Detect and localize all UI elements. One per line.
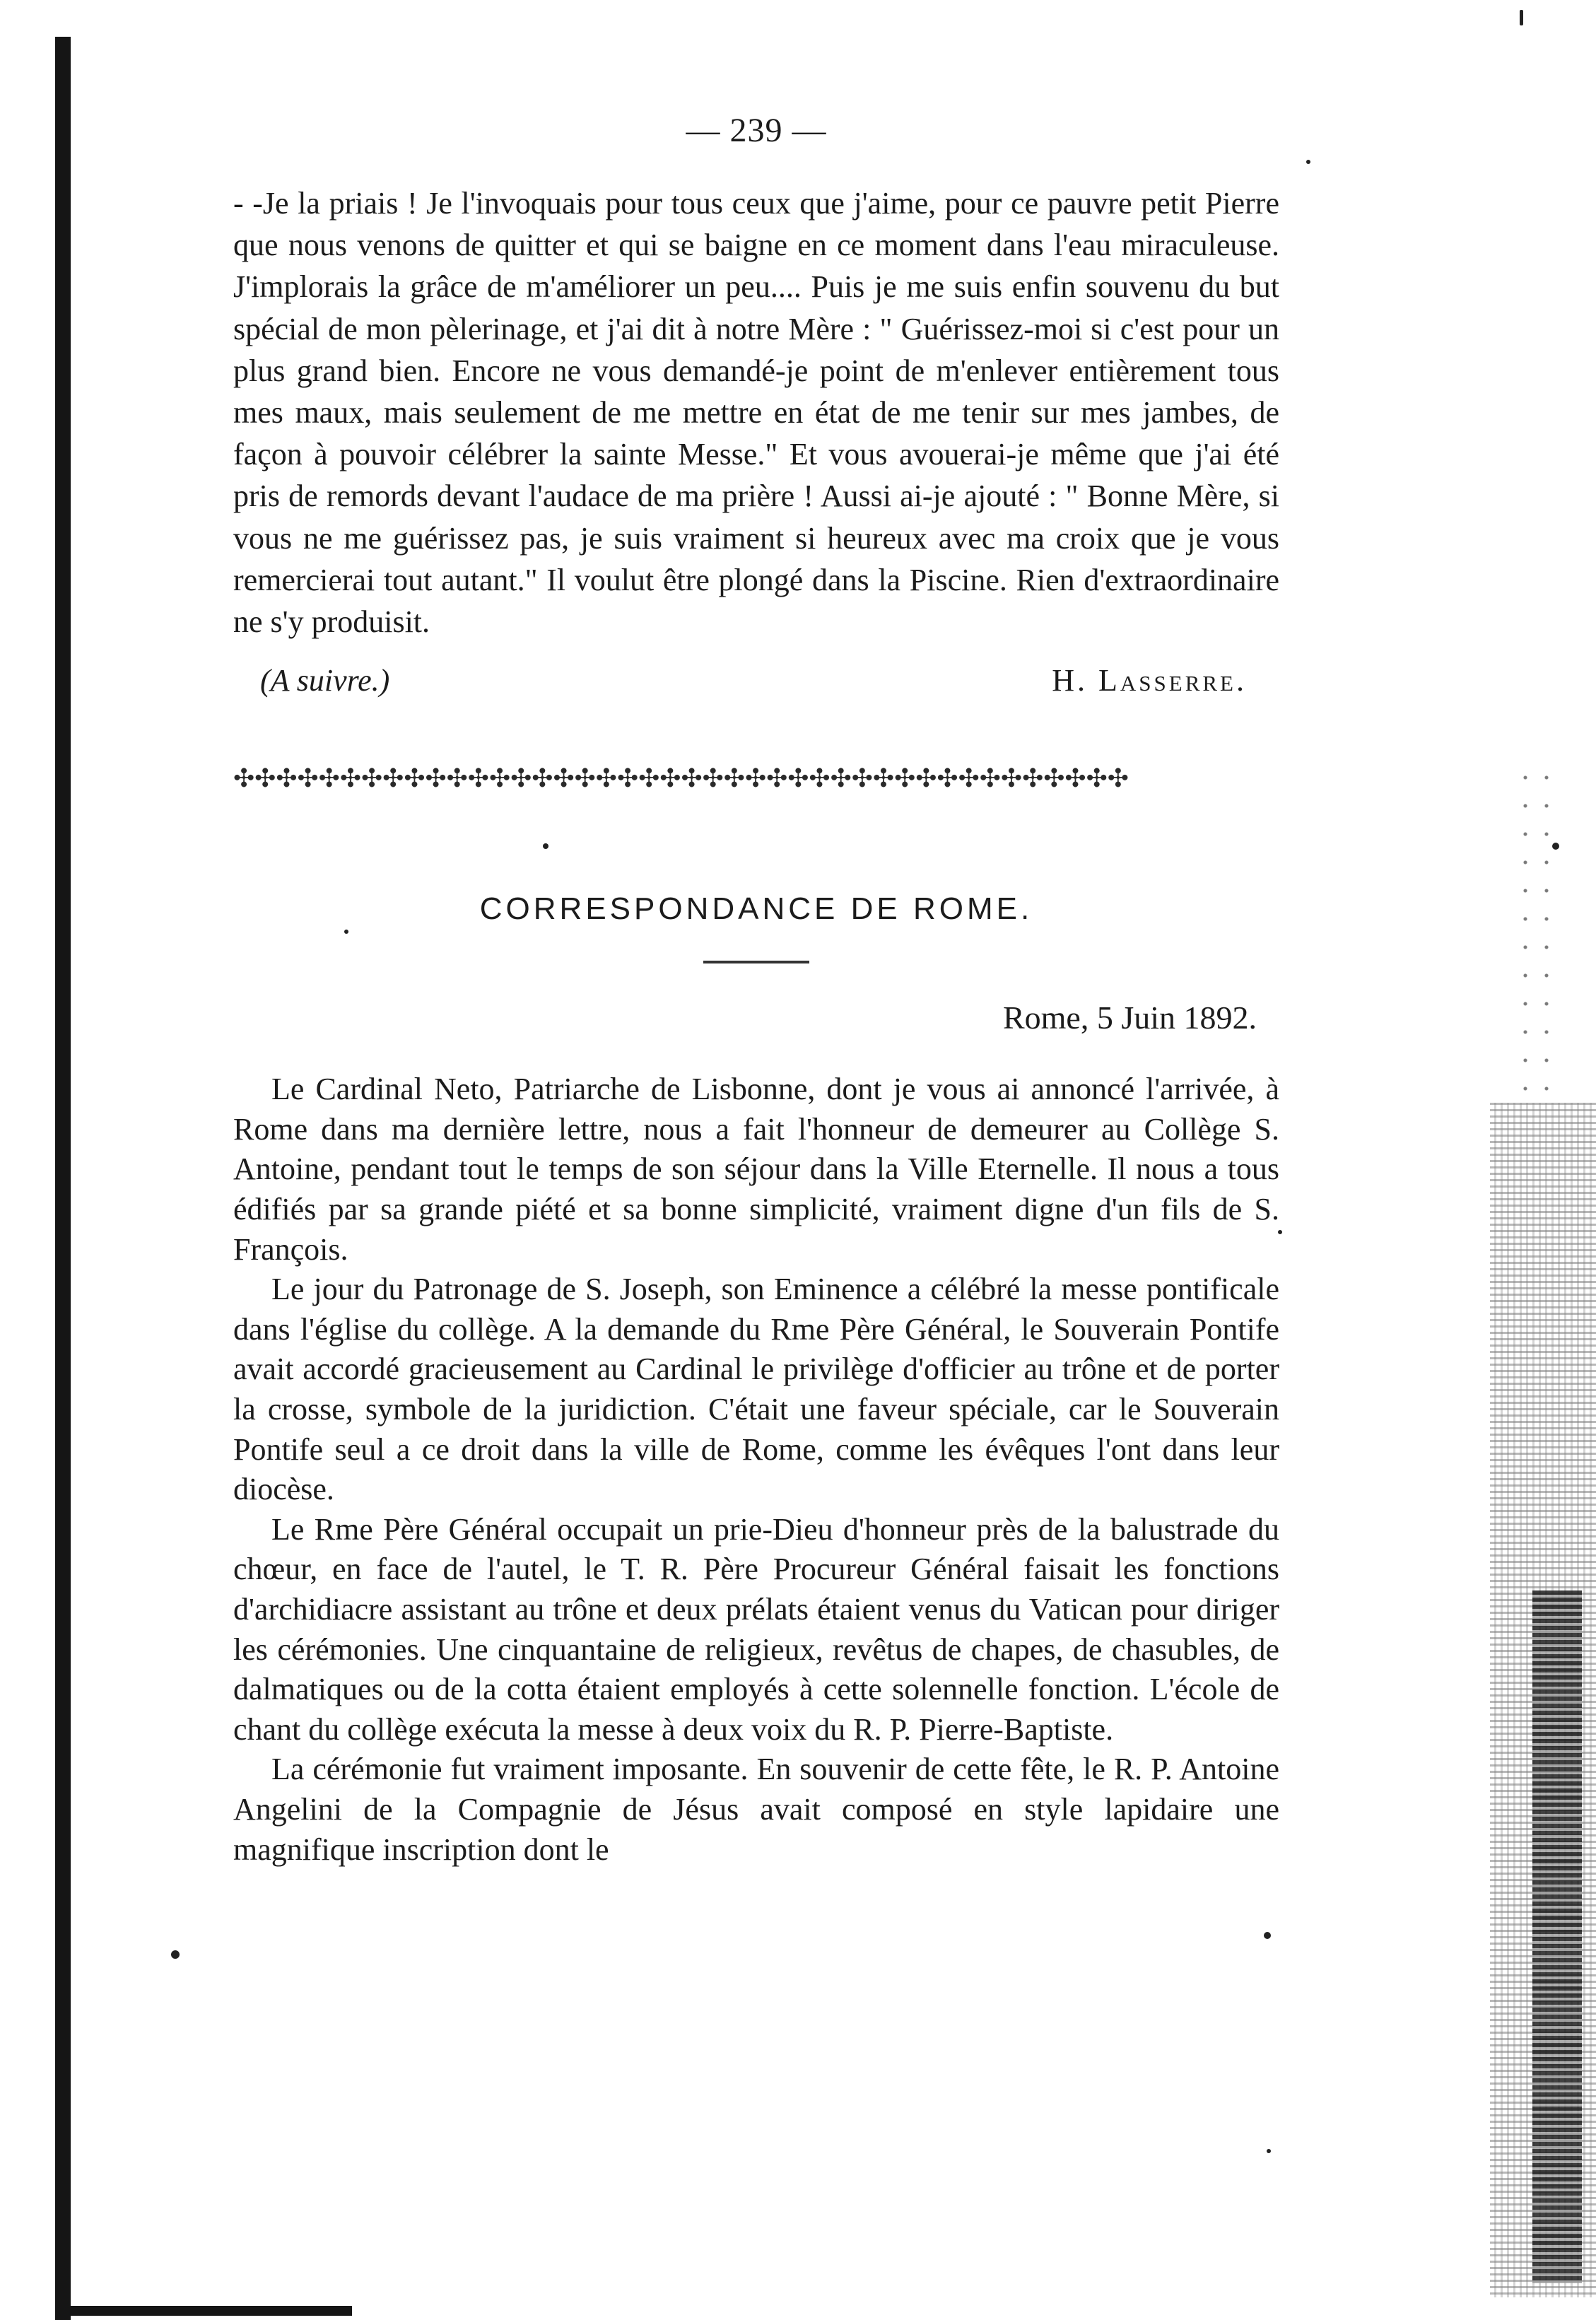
title-rule xyxy=(703,961,809,963)
body-paragraph: La cérémonie fut vraiment imposante. En souvenir de cette fête, le R. P. Antoine Angelini de la Compagnie de Jésus avait composé en style lapidaire une magnifique inscription dont le xyxy=(233,1752,1279,1867)
page-number: — 239 — xyxy=(686,112,827,149)
continuation-paragraph: - -Je la priais ! Je l'invoquais pour tous ceux que j'aime, pour ce pauvre petit Pierre que nous venons de quitter et qui se baigne en ce moment dans l'eau miraculeuse. J'implorais la grâce de m'améliorer un peu.... Puis je me suis enfin souvenu du but spécial de mon pèlerinage, et j'ai dit à notre Mère : " Guérissez-moi si c'est pour un plus grand bien. Encore ne vous demandé-je point de m'enlever entièrement tous mes maux, mais seulement de me mettre en état de me tenir sur mes jambes, de façon à pouvoir célébrer la sainte Messe." Et vous avouerai-je même que j'ai été pris de remords devant l'audace de ma prière ! Aussi ai-je ajouté : " Bonne Mère, si vous ne me guérissez pas, je suis vraiment si heureux avec ma croix que je vous remercierai tout autant." Il voulut être plongé dans la Piscine. Rien d'extraordinaire ne s'y produisit. xyxy=(233,186,1279,640)
stray-mark xyxy=(1306,160,1310,164)
stray-mark xyxy=(171,1950,180,1959)
scan-border-left xyxy=(55,37,71,2320)
ornamental-divider: ✣✣✣✣✣✣✣✣✣✣✣✣✣✣✣✣✣✣✣✣✣✣✣✣✣✣✣✣✣✣✣✣✣✣✣✣✣✣✣✣✣✣ xyxy=(233,764,1129,793)
body-paragraph: Le jour du Patronage de S. Joseph, son Eminence a célébré la messe pontificale dans l'église du collège. A la demande du Rme Père Général, le Souverain Pontife avait accordé gracieusement au Cardinal le privilège d'officier au trône et de porter la crosse, symbole de la juridiction. C'était une faveur spéciale, car le Souverain Pontife seul a ce droit dans la ville de Rome, comme les évêques l'ont dans leur diocèse. xyxy=(233,1272,1279,1507)
author-signature: H. Lasserre. xyxy=(1052,663,1247,698)
section-title: CORRESPONDANCE DE ROME. xyxy=(479,891,1033,927)
scan-edge-dark xyxy=(1532,1590,1582,2283)
body-paragraph: Le Cardinal Neto, Patriarche de Lisbonne, dont je vous ai annoncé l'arrivée, à Rome dans ma dernière lettre, nous a fait l'honneur de demeurer au Collège S. Antoine, pendant tout le temps de son séjour dans la Ville Eternelle. Il nous a tous édifiés par sa grande piété et sa bonne simplicité, vraiment digne d'un fils de S. François. xyxy=(233,1072,1279,1267)
dateline: Rome, 5 Juin 1892. xyxy=(1002,1000,1257,1036)
body-paragraph: Le Rme Père Général occupait un prie-Dieu d'honneur près de la balustrade du chœur, en face de l'autel, le T. R. Père Procureur Général faisait les fonctions d'archidiacre assistant au trône et deux prélats étaient venus du Vatican pour diriger les cérémonies. Une cinquantaine de religieux, revêtus de chapes, de chasubles, de dalmatiques ou de la cotta étaient employés à cette solennelle fonction. L'école de chant du collège exécuta la messe à deux voix du R. P. Pierre-Baptiste. xyxy=(233,1511,1279,1747)
stray-mark xyxy=(1520,10,1523,25)
stray-mark xyxy=(1264,1932,1271,1939)
stray-mark xyxy=(1552,843,1559,850)
scan-edge-specks xyxy=(1515,763,1557,1103)
page xyxy=(233,106,1279,1870)
scan-border-bottom xyxy=(55,2306,352,2316)
letter-body xyxy=(233,1070,1279,1870)
signature-row xyxy=(233,662,1279,705)
stray-mark xyxy=(1267,2149,1271,2153)
to-be-continued: (A suivre.) xyxy=(260,663,390,698)
